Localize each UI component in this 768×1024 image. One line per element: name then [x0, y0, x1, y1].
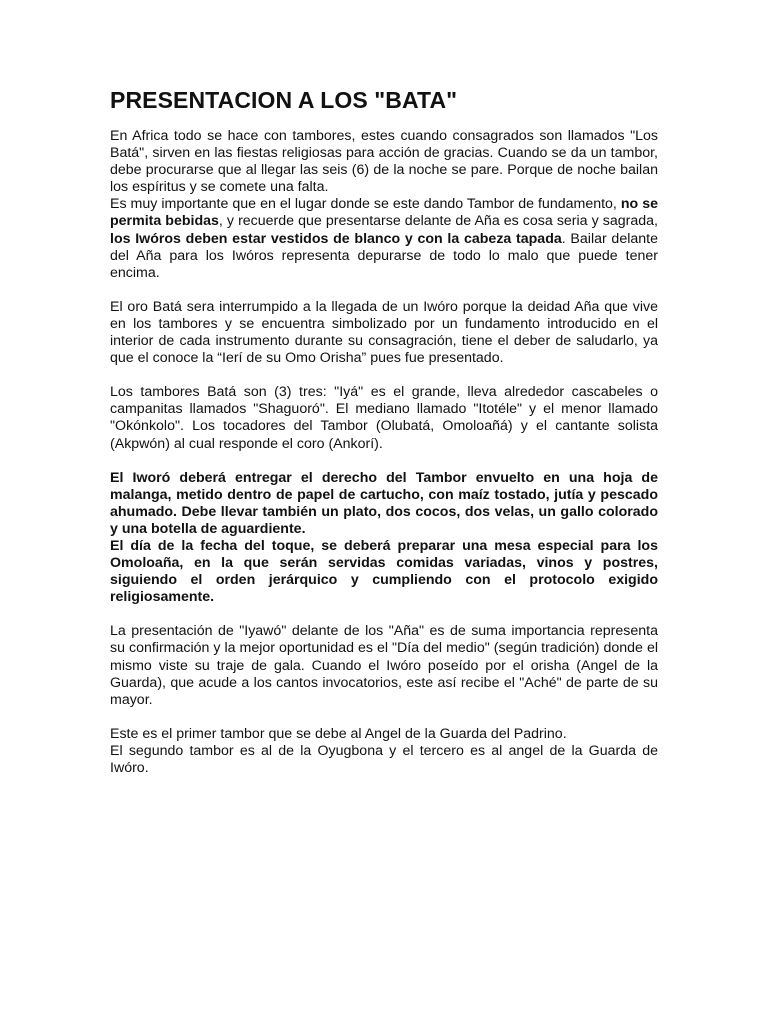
paragraph-interruption: El oro Batá sera interrumpido a la llegada de un Iwóro porque la deidad Aña que vive en los tambores y se encuentra simbolizado por un fundamento introducido en el interior de cada instrumento durante su consagración, tiene el deber de saludarlo, ya que el conoce la “Ierí de su Omo Orisha” pues fue presentado.: [110, 298, 658, 367]
paragraph-second-drum: El segundo tambor es al de la Oyugbona y el tercero es al angel de la Guarda de Iwóro.: [110, 742, 658, 776]
paragraph-drums: Los tambores Batá son (3) tres: "Iyá" es el grande, lleva alrededor cascabeles o campanitas llamados "Shaguoró". El mediano llamado "Itotéle" y el menor llamado "Okónkolo". Los tocadores del Tambor (Olubatá, Omoloañá) y el cantante solista (Akpwón) al cual responde el coro (Ankorí).: [110, 384, 658, 452]
paragraph-first-drum: Este es el primer tambor que se debe al Angel de la Guarda del Padrino.: [110, 725, 567, 742]
paragraph-intro: En Africa todo se hace con tambores, estes cuando consagrados son llamados "Los Batá", sirven en las fiestas religiosas para acción de gracias. Cuando se da un tambor, debe procurarse que al llegar las seis (6) de la noche se pare. Porque de noche bailan los espíritus y se comete una falta.: [110, 128, 658, 196]
paragraph-presentation: La presentación de "Iyawó" delante de los "Aña" es de suma importancia representa su confirmación y la mejor oportunidad es el "Día del medio" (según tradición) donde el mismo viste su traje de gala. Cuando el Iwóro poseído por el orisha (Angel de la Guarda), que acude a los cantos invocatorios, este así recibe el "Aché" de parte de su mayor.: [110, 623, 658, 708]
document-title: PRESENTACION A LOS "BATA": [110, 87, 458, 113]
paragraph-importance-text-1: Es muy importante que en el lugar donde se este dando Tambor de fundamento,: [110, 196, 621, 213]
paragraph-gap: [110, 367, 658, 384]
paragraph-importance: [110, 196, 658, 281]
paragraph-gap: [110, 453, 658, 470]
paragraph-importance-bold-2: los Iwóros deben estar vestidos de blanco y con la cabeza tapada: [110, 230, 562, 247]
paragraph-gap: [110, 282, 658, 299]
paragraph-table: El día de la fecha del toque, se deberá preparar una mesa especial para los Omoloaña, en la que serán servidas comidas variadas, vinos y postres, siguiendo el orden jerárquico y cumpliendo con el protocolo exigido religiosamente.: [110, 537, 658, 606]
paragraph-gap: [110, 709, 658, 726]
document-page: [110, 86, 658, 777]
paragraph-gap: [110, 606, 658, 623]
paragraph-importance-bold-1: no se permita bebidas: [110, 196, 658, 230]
paragraph-importance-text-3: . Bailar delante del Aña para los Iwóros representa depurarse de todo lo malo que puede tener encima.: [110, 230, 658, 281]
paragraph-offering: El Iworó deberá entregar el derecho del Tambor envuelto en una hoja de malanga, metido dentro de papel de cartucho, con maíz tostado, jutía y pescado ahumado. Debe llevar también un plato, dos cocos, dos velas, un gallo colorado y una botella de aguardiente.: [110, 469, 658, 537]
paragraph-importance-text-2: , y recuerde que presentarse delante de Aña es cosa seria y sagrada,: [218, 213, 658, 230]
